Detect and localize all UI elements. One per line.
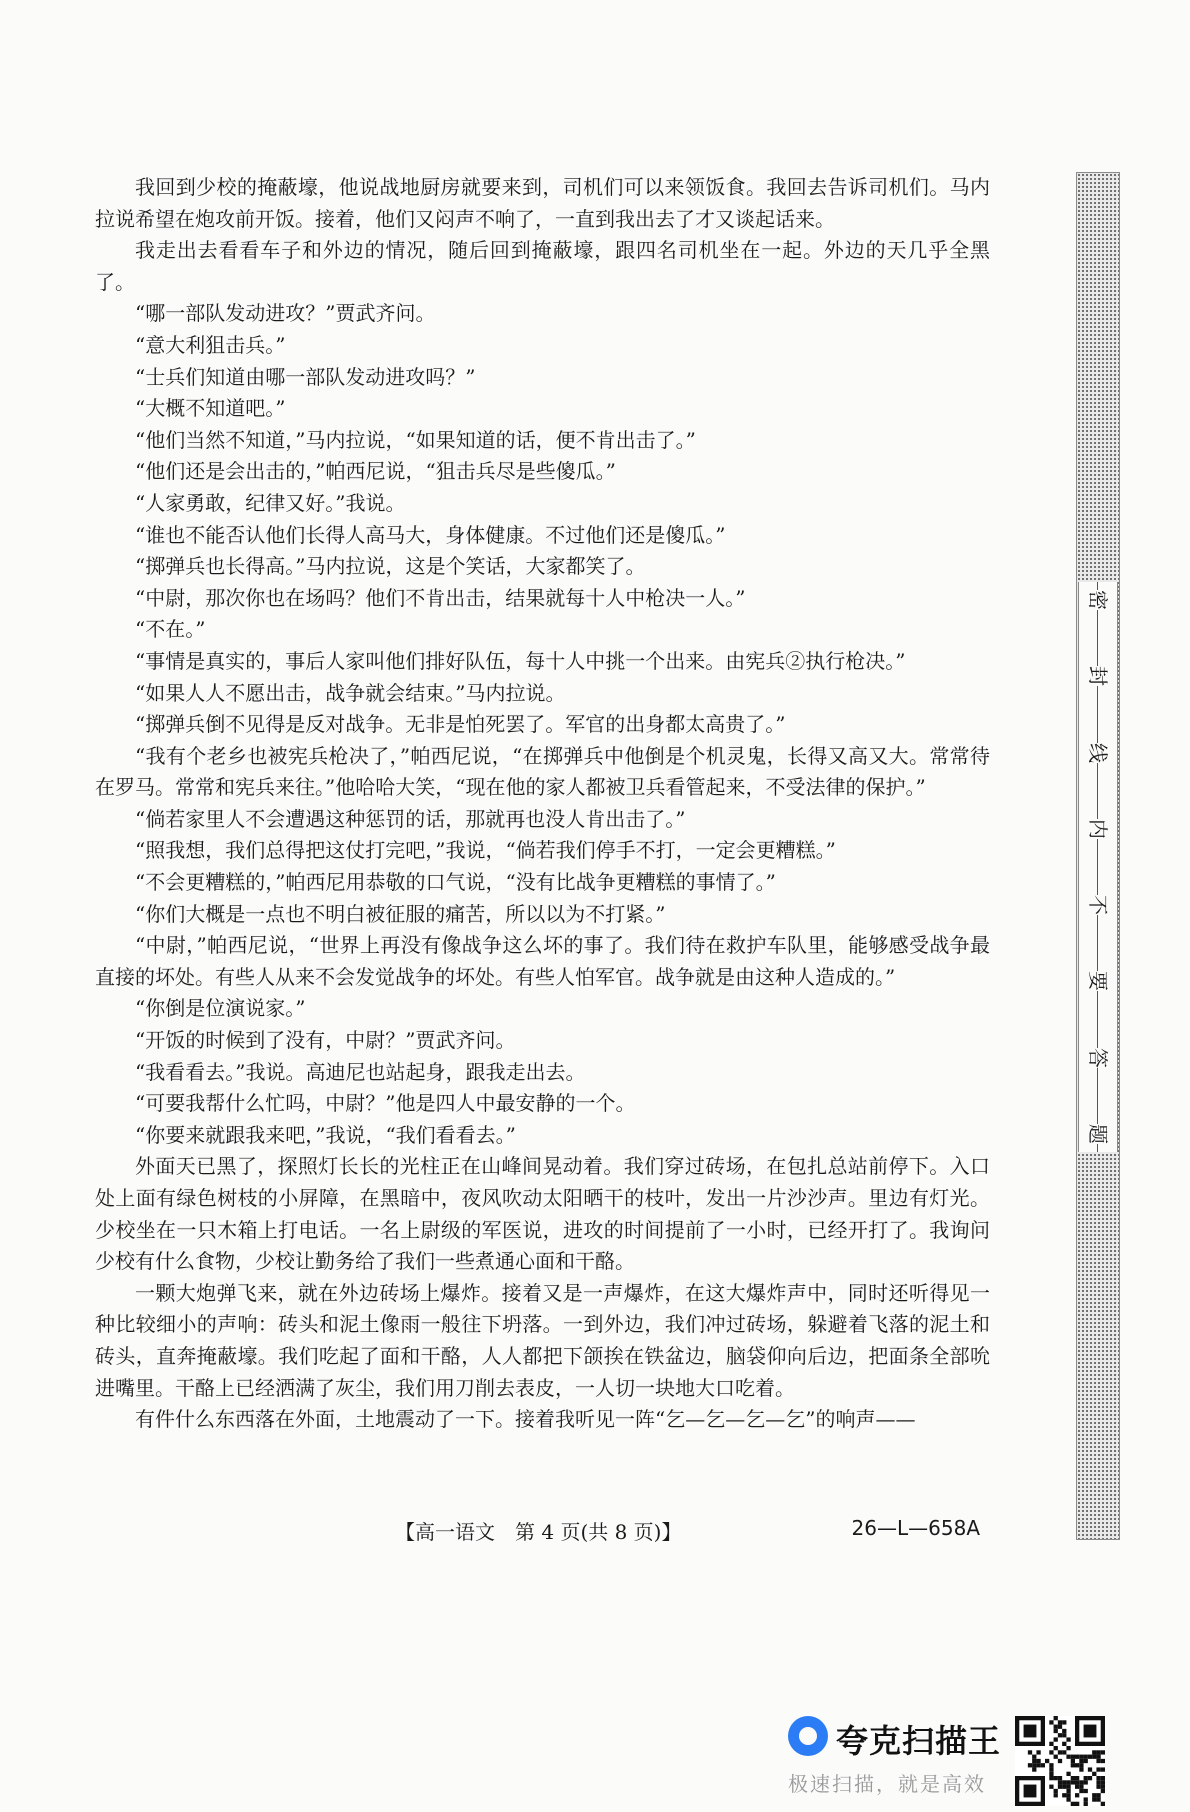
seal-line-box bbox=[1078, 582, 1118, 1152]
seal-char: 密 bbox=[1086, 590, 1110, 610]
paragraph: “照我想，我们总得把这仗打完吧，”我说，“倘若我们停手不打，一定会更糟糕。” bbox=[135, 838, 836, 863]
paragraph: 我回到少校的掩蔽壕，他说战地厨房就要来到，司机们可以来领饭食。我回去告诉司机们。马内拉说希望在炮攻前开饭。接着，他们又闷声不响了，一直到我出去了才又谈起话来。 bbox=[95, 175, 990, 231]
paragraph: “事情是真实的，事后人家叫他们排好队伍，每十人中挑一个出来。由宪兵②执行枪决。” bbox=[135, 648, 906, 673]
paragraph: “你们大概是一点也不明白被征服的痛苦，所以以为不打紧。” bbox=[135, 901, 666, 926]
paragraph: “我看看去。”我说。高迪尼也站起身，跟我走出去。 bbox=[135, 1059, 586, 1084]
paragraph: “不在。” bbox=[135, 617, 206, 642]
seal-char: 要 bbox=[1086, 971, 1110, 992]
paragraph: “掷弹兵倒不见得是反对战争。无非是怕死罢了。军官的出身都太高贵了。” bbox=[135, 712, 786, 737]
paragraph: 外面天已黑了，探照灯长长的光柱正在山峰间晃动着。我们穿过砖场，在包扎总站前停下。入口处上面有绿色树枝的小屏障，在黑暗中，夜风吹动太阳晒干的枝叶，发出一片沙沙声。里边有灯光。少校坐在一只木箱上打电话。一名上尉级的军医说，进攻的时间提前了一小时，已经开打了。我询问少校有什么食物，少校让勤务给了我们一些煮通心面和干酪。 bbox=[95, 1154, 990, 1274]
paragraph: “可要我帮什么忙吗，中尉？”他是四人中最安静的一个。 bbox=[135, 1091, 636, 1116]
article-body bbox=[95, 172, 990, 1436]
paragraph: “开饭的时候到了没有，中尉？”贾武齐问。 bbox=[135, 1028, 516, 1053]
paragraph: “哪一部队发动进攻？”贾武齐问。 bbox=[135, 301, 436, 326]
paragraph: “如果人人不愿出击，战争就会结束。”马内拉说。 bbox=[135, 680, 566, 705]
paragraph: “谁也不能否认他们长得人高马大，身体健康。不过他们还是傻瓜。” bbox=[135, 522, 726, 547]
paragraph: 我走出去看看车子和外边的情况，随后回到掩蔽壕，跟四名司机坐在一起。外边的天几乎全黑了。 bbox=[95, 238, 990, 294]
paragraph: 一颗大炮弹飞来，就在外边砖场上爆炸。接着又是一声爆炸，在这大爆炸声中，同时还听得见一种比较细小的声响：砖头和泥土像雨一般往下坍落。一到外边，我们冲过砖场，躲避着飞落的泥土和砖头，直奔掩蔽壕。我们吃起了面和干酪，人人都把下颌挨在铁盆边，脑袋仰向后边，把面条全部吮进嘴里。干酪上已经洒满了灰尘，我们用刀削去表皮，一人切一块地大口吃着。 bbox=[95, 1280, 990, 1400]
paragraph: “他们当然不知道，”马内拉说，“如果知道的话，便不肯出击了。” bbox=[135, 427, 696, 452]
seal-notice bbox=[1079, 582, 1117, 1152]
paragraph: 有件什么东西落在外面，土地震动了一下。接着我听见一阵“乞—乞—乞—乞”的响声—— bbox=[135, 1407, 916, 1432]
seal-char: 线 bbox=[1086, 742, 1110, 763]
paragraph: “你要来就跟我来吧，”我说，“我们看看去。” bbox=[135, 1122, 516, 1147]
paragraph: “掷弹兵也长得高。”马内拉说，这是个笑话，大家都笑了。 bbox=[135, 554, 646, 579]
paragraph: “中尉，”帕西尼说，“世界上再没有像战争这么坏的事了。我们待在救护车队里，能够感受战争最直接的坏处。有些人从来不会发觉战争的坏处。有些人怕军官。战争就是由这种人造成的。” bbox=[95, 933, 990, 989]
seal-char: 封 bbox=[1086, 666, 1110, 687]
quark-logo-icon bbox=[788, 1716, 828, 1756]
paragraph: “中尉，那次你也在场吗？他们不肯出击，结果就每十人中枪决一人。” bbox=[135, 585, 746, 610]
paragraph: “意大利狙击兵。” bbox=[135, 332, 286, 357]
paragraph: “大概不知道吧。” bbox=[135, 396, 286, 421]
scanner-brand: 夸克扫描王 bbox=[836, 1722, 1002, 1760]
page-footer bbox=[95, 1516, 990, 1546]
exam-code: 26—L—658A bbox=[851, 1516, 980, 1540]
paragraph: “你倒是位演说家。” bbox=[135, 996, 306, 1021]
seal-char: 不 bbox=[1086, 895, 1110, 916]
paragraph: “我有个老乡也被宪兵枪决了，”帕西尼说，“在掷弹兵中他倒是个机灵鬼，长得又高又大。常常待在罗马。常常和宪兵来往。”他哈哈大笑，“现在他的家人都被卫兵看管起来，不受法律的保护。” bbox=[95, 743, 990, 800]
paragraph: “人家勇敢，纪律又好。”我说。 bbox=[135, 490, 406, 515]
qr-code-icon bbox=[1015, 1716, 1105, 1806]
seal-char: 内 bbox=[1086, 818, 1110, 839]
scanner-slogan: 极速扫描，就是高效 bbox=[788, 1772, 986, 1796]
paragraph: “他们还是会出击的，”帕西尼说，“狙击兵尽是些傻瓜。” bbox=[135, 459, 616, 484]
seal-char: 题 bbox=[1086, 1123, 1110, 1144]
paragraph: “倘若家里人不会遭遇这种惩罚的话，那就再也没人肯出击了。” bbox=[135, 806, 686, 831]
seal-char: 答 bbox=[1086, 1047, 1110, 1068]
page-number: 【高一语文 第 4 页(共 8 页)】 bbox=[395, 1520, 682, 1544]
paragraph: “不会更糟糕的，”帕西尼用恭敬的口气说，“没有比战争更糟糕的事情了。” bbox=[135, 870, 776, 895]
paragraph: “士兵们知道由哪一部队发动进攻吗？” bbox=[135, 364, 476, 389]
